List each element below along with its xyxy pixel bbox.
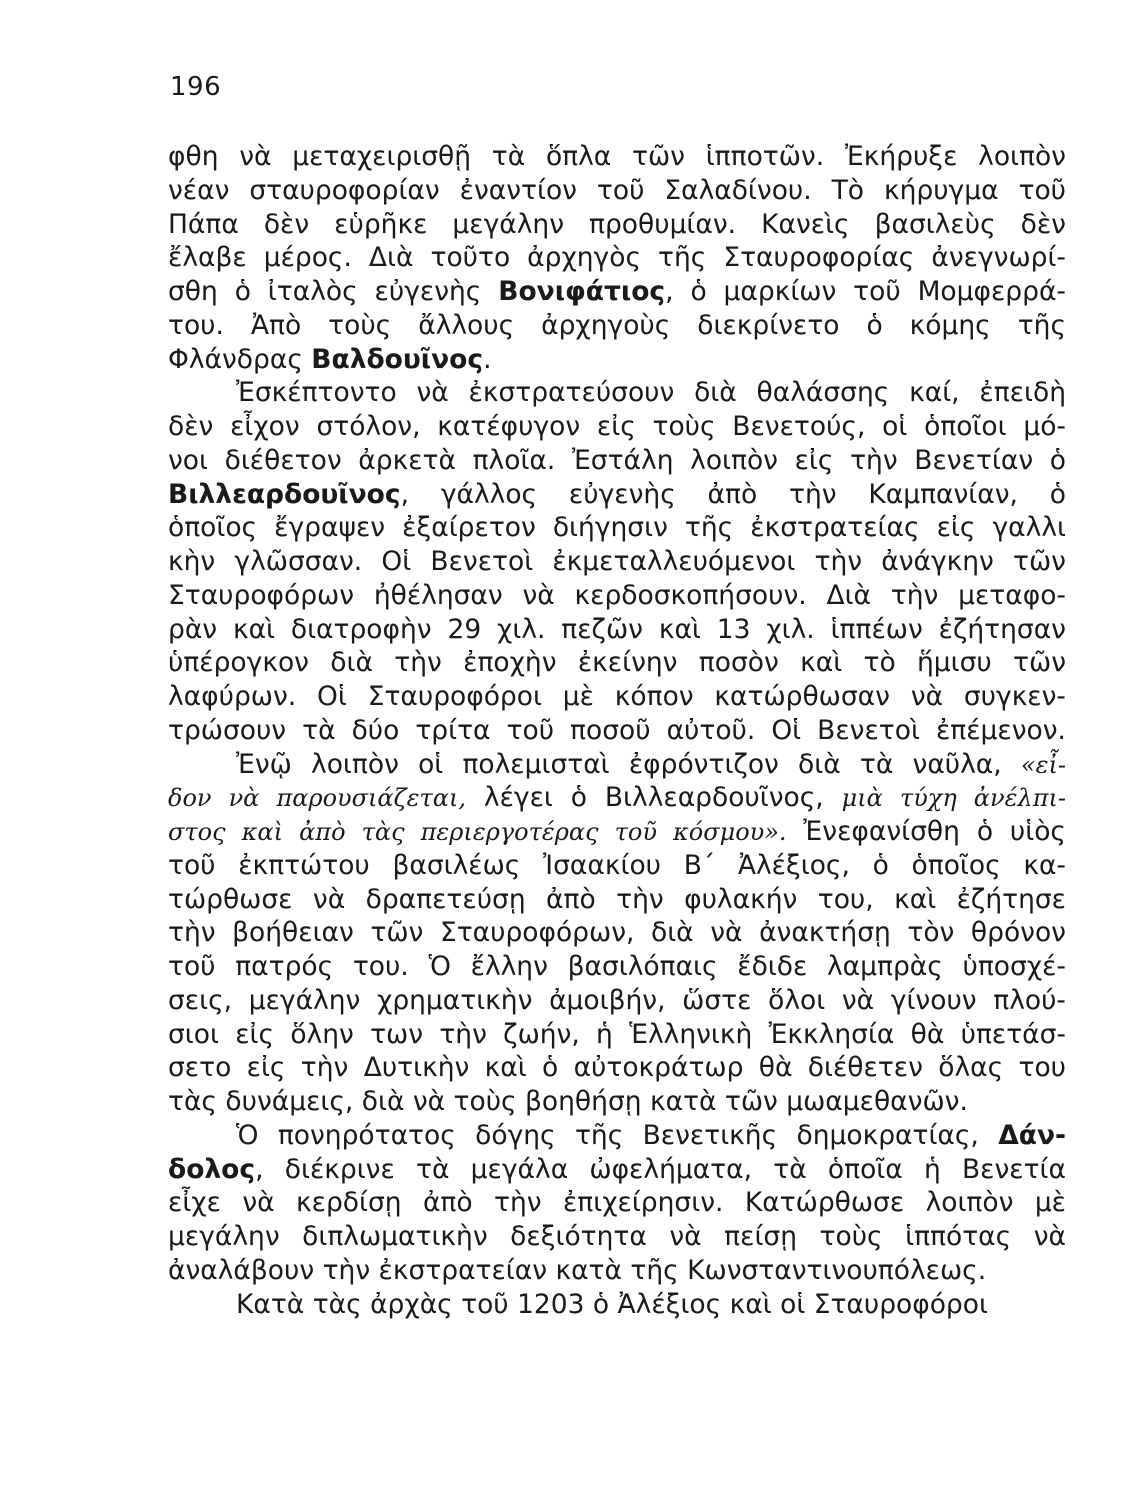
- text-segment: Ὁ πονηρότατος δόγης τῆς Βενετικῆς δημοκρατίας,: [236, 1119, 999, 1151]
- text-line: [168, 781, 1066, 815]
- text-segment: Κατὰ τὰς ἀρχὰς τοῦ 1203 ὁ Ἀλέξιος καὶ οἱ Σταυροφόροι: [236, 1288, 988, 1320]
- bold-text: Βιλλεαρδουῖνος: [168, 478, 401, 510]
- text-line: [168, 140, 1066, 174]
- text-segment: σιοι εἰς ὅλην των τὴν ζωήν, ἡ Ἑλληνικὴ Ἐκκλησία θὰ ὑπετάσ-: [168, 1018, 1066, 1050]
- italic-text: στος καὶ ἀπὸ τὰς περιεργοτέρας τοῦ κόσμου».: [168, 818, 787, 846]
- text-line: [168, 174, 1066, 208]
- text-line: [168, 916, 1066, 950]
- text-line: [168, 410, 1066, 444]
- text-line: [168, 1186, 1066, 1220]
- text-line: [168, 343, 1066, 377]
- text-segment: ρὰν καὶ διατροφὴν 29 χιλ. πεζῶν καὶ 13 χιλ. ἱππέων ἐζήτησαν: [168, 613, 1066, 645]
- text-line: [168, 478, 1066, 512]
- italic-text: μιὰ τύχη ἀνέλπι-: [841, 784, 1066, 813]
- text-segment: λαφύρων. Οἱ Σταυροφόροι μὲ κόπον κατώρθωσαν νὰ συγκεν-: [168, 681, 1066, 712]
- text-line: [168, 275, 1066, 309]
- text-segment: νέαν σταυροφορίαν ἐναντίον τοῦ Σαλαδίνου. Τὸ κήρυγμα τοῦ: [168, 174, 1066, 206]
- text-line: [168, 376, 1066, 410]
- text-line: [168, 208, 1066, 242]
- text-line: [168, 984, 1066, 1018]
- text-segment: ὁποῖος ἔγραψεν ἐξαίρετον διήγησιν τῆς ἐκστρατείας εἰς γαλλι: [168, 512, 1066, 544]
- text-segment: ἔλαβε μέρος. Διὰ τοῦτο ἀρχηγὸς τῆς Σταυροφορίας ἀνεγνωρί-: [168, 242, 1066, 274]
- text-segment: Πάπα δὲν εὑρῆκε μεγάλην προθυμίαν. Κανεὶς βασιλεὺς δὲν: [168, 208, 1066, 240]
- text-segment: σεις, μεγάλην χρηματικὴν ἀμοιβήν, ὥστε ὅλοι νὰ γίνουν πλού-: [168, 984, 1066, 1016]
- text-segment: τὴν βοήθειαν τῶν Σταυροφόρων, διὰ νὰ ἀνακτήσῃ τὸν θρόνον: [168, 917, 1066, 949]
- text-line: [168, 511, 1066, 545]
- text-line: [168, 1051, 1066, 1085]
- text-segment: μεγάλην διπλωματικὴν δεξιότητα νὰ πείσῃ τοὺς ἱππότας νὰ: [168, 1221, 1066, 1252]
- text-segment: νοι διέθετον ἀρκετὰ πλοῖα. Ἐστάλη λοιπὸν εἰς τὴν Βενετίαν ὁ: [168, 444, 1066, 476]
- text-segment: Σταυροφόρων ἠθέλησαν νὰ κερδοσκοπήσουν. Διὰ τὴν μεταφο-: [168, 579, 1066, 611]
- text-segment: τὰς δυνάμεις, διὰ νὰ τοὺς βοηθήσῃ κατὰ τῶν μωαμεθανῶν.: [168, 1086, 968, 1117]
- text-segment: Ἐνῷ λοιπὸν οἱ πολεμισταὶ ἐφρόντιζον διὰ τὰ ναῦλα,: [236, 748, 1021, 780]
- text-segment: τρώσουν τὰ δύο τρίτα τοῦ ποσοῦ αὐτοῦ. Οἱ Βενετοὶ ἐπέμενον.: [168, 714, 1066, 746]
- bold-text: δολος: [168, 1153, 256, 1185]
- text-segment: τώρθωσε νὰ δραπετεύσῃ ἀπὸ τὴν φυλακήν του, καὶ ἐζήτησε: [168, 883, 1066, 915]
- text-segment: Ἐνεφανίσθη ὁ υἱὸς: [786, 816, 1066, 847]
- text-segment: Ἐσκέπτοντο νὰ ἐκστρατεύσουν διὰ θαλάσσης καί, ἐπειδὴ: [236, 377, 1066, 409]
- text-line: [168, 883, 1066, 917]
- italic-text: δον νὰ παρουσιάζεται,: [168, 784, 467, 813]
- text-line: [168, 1119, 1066, 1153]
- text-line: [168, 309, 1066, 343]
- text-segment: δὲν εἶχον στόλον, κατέφυγον εἰς τοὺς Βενετούς, οἱ ὁποῖοι μό-: [168, 411, 1066, 442]
- text-line: [168, 241, 1066, 275]
- text-line: [168, 545, 1066, 579]
- text-line: [168, 714, 1066, 748]
- text-line: [168, 815, 1066, 849]
- text-segment: , γάλλος εὐγενὴς ἀπὸ τὴν Καμπανίαν, ὁ: [400, 478, 1066, 510]
- text-segment: σθη ὁ ἰταλὸς εὐγενὴς: [168, 276, 499, 307]
- text-segment: , ὁ μαρκίων τοῦ Μομφερρά-: [665, 276, 1066, 307]
- text-segment: του. Ἀπὸ τοὺς ἄλλους ἀρχηγοὺς διεκρίνετο ὁ κόμης τῆς: [168, 309, 1066, 341]
- text-line: [168, 579, 1066, 613]
- text-line: [168, 1153, 1066, 1187]
- text-line: [168, 1288, 1066, 1322]
- text-segment: εἶχε νὰ κερδίσῃ ἀπὸ τὴν ἐπιχείρησιν. Κατώρθωσε λοιπὸν μὲ: [168, 1187, 1066, 1219]
- text-line: [168, 748, 1066, 782]
- italic-text: «εἶ-: [1020, 750, 1066, 779]
- text-line: [168, 1085, 1066, 1119]
- text-line: [168, 613, 1066, 647]
- text-line: [168, 1254, 1066, 1288]
- body-text: [168, 140, 1066, 1321]
- text-line: [168, 950, 1066, 984]
- text-segment: τοῦ ἐκπτώτου βασιλέως Ἰσαακίου Β΄ Ἀλέξιος, ὁ ὁποῖος κα-: [168, 849, 1066, 881]
- bold-text: Βαλδουῖνος: [311, 343, 484, 375]
- text-line: [168, 646, 1066, 680]
- text-segment: τοῦ πατρός του. Ὁ ἔλλην βασιλόπαις ἔδιδε λαμπρὰς ὑποσχέ-: [168, 951, 1066, 982]
- text-segment: φθη νὰ μεταχειρισθῇ τὰ ὅπλα τῶν ἱπποτῶν. Ἐκήρυξε λοιπὸν: [168, 141, 1066, 172]
- text-segment: κὴν γλῶσσαν. Οἱ Βενετοὶ ἐκμεταλλευόμενοι τὴν ἀνάγκην τῶν: [168, 546, 1066, 577]
- text-segment: .: [483, 343, 492, 375]
- text-segment: ὑπέρογκον διὰ τὴν ἐποχὴν ἐκείνην ποσὸν καὶ τὸ ἥμισυ τῶν: [168, 647, 1066, 679]
- text-segment: , διέκρινε τὰ μεγάλα ὠφελήματα, τὰ ὁποῖα ἡ Βενετία: [255, 1153, 1066, 1185]
- text-line: [168, 849, 1066, 883]
- bold-text: Βονιφάτιος: [498, 276, 666, 307]
- page-number: 196: [170, 72, 222, 102]
- text-line: [168, 680, 1066, 714]
- text-segment: Φλάνδρας: [168, 343, 312, 375]
- text-line: [168, 444, 1066, 478]
- text-line: [168, 1018, 1066, 1052]
- text-line: [168, 1220, 1066, 1254]
- text-segment: ἀναλάβουν τὴν ἐκστρατείαν κατὰ τῆς Κωνσταντινουπόλεως.: [168, 1254, 987, 1286]
- text-segment: λέγει ὁ Βιλλεαρδουῖνος,: [466, 782, 842, 814]
- bold-text: Δάν-: [998, 1119, 1066, 1151]
- text-segment: σετο εἰς τὴν Δυτικὴν καὶ ὁ αὐτοκράτωρ θὰ διέθετεν ὅλας του: [168, 1052, 1066, 1084]
